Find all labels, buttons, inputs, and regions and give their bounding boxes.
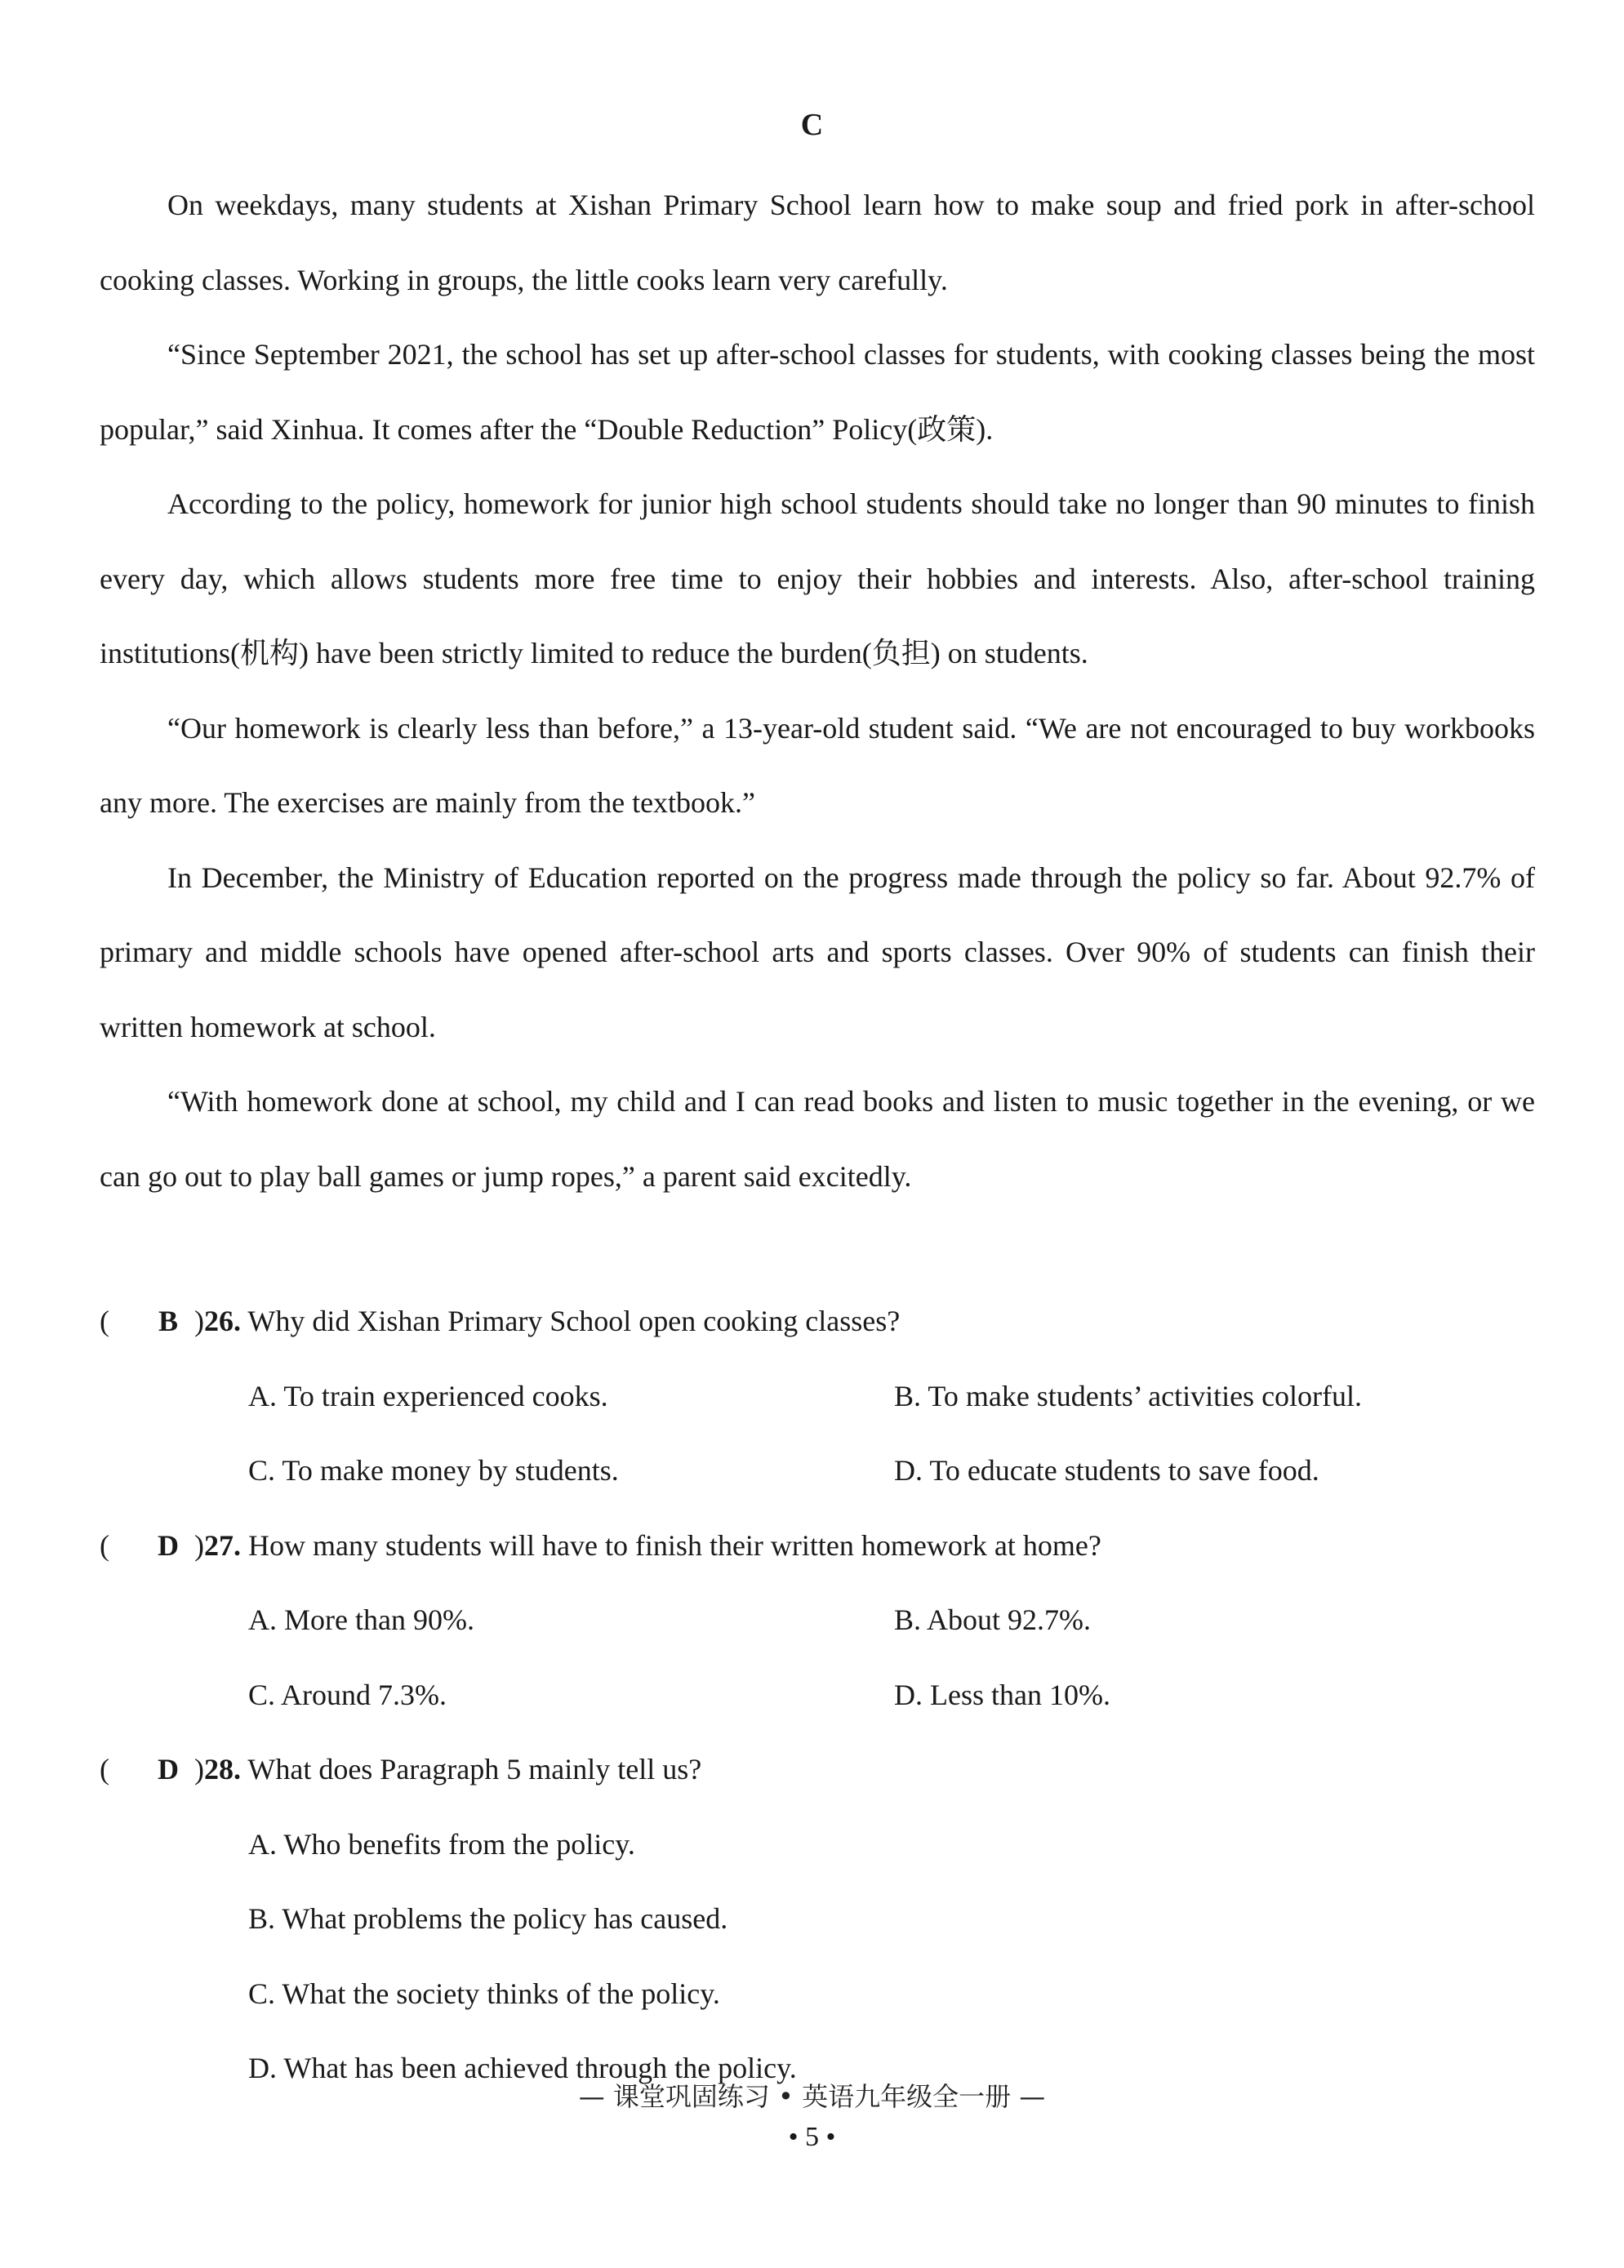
option-c: C. To make money by students. [248, 1454, 619, 1487]
page-number: • 5 • [788, 2122, 836, 2152]
option-c: C. What the society thinks of the policy. [248, 1977, 720, 2010]
option-row [100, 1359, 1535, 1434]
question-27 [100, 1509, 1535, 1584]
option-c: C. Around 7.3%. [248, 1678, 447, 1711]
option-b: B. About 92.7%. [894, 1603, 1092, 1636]
question-bracket-open: ( [100, 1753, 109, 1785]
question-bracket-open: ( [100, 1305, 109, 1337]
option-row [100, 1583, 1535, 1658]
option-b: B. What problems the policy has caused. [248, 1902, 728, 1935]
option-row [100, 1658, 1535, 1733]
question-28 [100, 1732, 1535, 1808]
question-answer: D [158, 1753, 179, 1785]
passage-paragraph-2: “Since September 2021, the school has set up after-school classes for students, with cooking classes being the most popular,” said Xinhua. It comes after the “Double Reduction” Policy(政策). [100, 338, 1535, 446]
option-a: A. To train experienced cooks. [248, 1379, 608, 1412]
page-footer-title: — 课堂巩固练习 • 英语九年级全一册 — [578, 2081, 1046, 2112]
question-bracket-open: ( [100, 1528, 109, 1562]
question-text: How many students will have to finish their written homework at home? [248, 1528, 1101, 1562]
passage-paragraph-1: On weekdays, many students at Xishan Primary School learn how to make soup and fried pork in after-school cooking classes. Working in groups, the little cooks learn very carefully. [100, 189, 1535, 296]
option-d: D. To educate students to save food. [894, 1454, 1319, 1487]
passage-paragraph-6: “With homework done at school, my child and I can read books and listen to music together in the evening, or we can go out to play ball games or jump ropes,” a parent said excitedly. [100, 1085, 1535, 1193]
passage-paragraph-5: In December, the Ministry of Education reported on the progress made through the policy so far. About 92.7% of primary and middle schools have opened after-school arts and sports classes. Over 90% of students can finish their written homework at school. [100, 861, 1535, 1043]
option-b: B. To make students’ activities colorful. [894, 1379, 1363, 1412]
question-bracket-close: ) [194, 1528, 204, 1562]
option-d: D. What has been achieved through the policy. [248, 2052, 797, 2084]
question-text: Why did Xishan Primary School open cooking classes? [247, 1305, 901, 1337]
question-number: 28. [204, 1753, 241, 1785]
option-row [100, 1434, 1535, 1509]
question-list [100, 1284, 1535, 2106]
option-a: A. Who benefits from the policy. [248, 1827, 635, 1861]
passage-paragraph-4: “Our homework is clearly less than before,” a 13-year-old student said. “We are not encouraged to buy workbooks any more. The exercises are mainly from the textbook.” [100, 711, 1535, 819]
reading-passage [100, 168, 1535, 1214]
question-26 [100, 1284, 1535, 1359]
option-a: A. More than 90%. [248, 1603, 474, 1636]
option-d: D. Less than 10%. [894, 1678, 1110, 1711]
option-row [100, 1882, 1535, 1957]
question-bracket-close: ) [194, 1753, 204, 1785]
section-letter: C [800, 108, 824, 142]
option-row [100, 1808, 1535, 1883]
passage-paragraph-3: According to the policy, homework for junior high school students should take no longer than 90 minutes to finish every day, which allows students more free time to enjoy their hobbies and interests. Also, after-school training institutions(机构) have been strictly limited to reduce the burden(负担) on students. [100, 487, 1535, 669]
question-answer: B [158, 1305, 178, 1337]
question-number: 26. [204, 1305, 241, 1337]
option-row [100, 1957, 1535, 2032]
question-bracket-close: ) [194, 1305, 204, 1337]
question-answer: D [158, 1528, 179, 1562]
question-number: 27. [204, 1528, 241, 1562]
question-text: What does Paragraph 5 mainly tell us? [247, 1753, 702, 1785]
